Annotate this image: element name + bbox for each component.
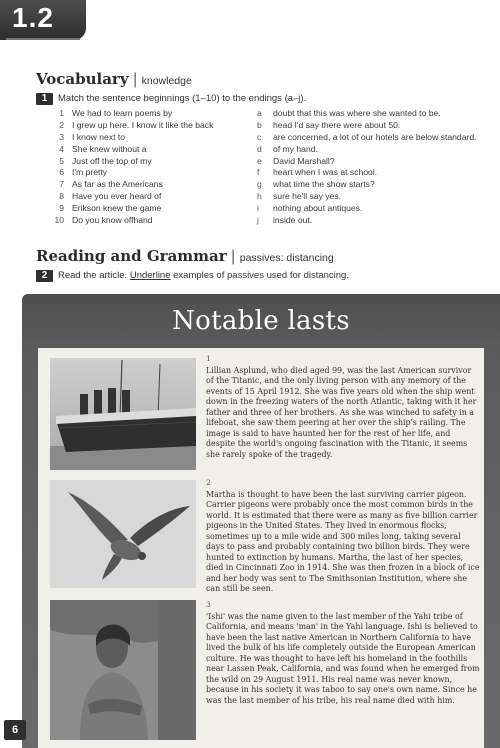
vocabulary-subtitle: knowledge	[141, 75, 192, 87]
beginning-key: 10	[54, 215, 64, 226]
article-item-text: 'Ishi' was the name given to the last member of the Yahi tribe of California, and means 'man' in the Yahi language. Ishi is believed to have been the last native American in Northern California to have lived the bulk of his life completely outside the European American culture. He was thought to have left his homeland in the foothills near Lassen Peak, California, and was found when he emerged from the wild on 29 August 1911. His real name was never known, because in his society it was taboo to say one's own name. Since he was the last member of his tribe, his real name died with him.	[206, 611, 480, 705]
exercise-1-number: 1	[36, 93, 53, 105]
reading-title: Reading and Grammar	[36, 247, 227, 265]
beginning-item	[52, 132, 252, 144]
ishi-photo	[50, 600, 196, 740]
beginning-key: 4	[59, 143, 64, 154]
ending-key: h	[257, 191, 262, 202]
ending-key: g	[257, 179, 262, 190]
ending-key: e	[257, 155, 262, 166]
beginning-text: I'm pretty	[72, 167, 108, 178]
ending-text: sure he'll say yes.	[273, 191, 342, 202]
beginning-item	[52, 108, 252, 120]
article-item-3	[206, 600, 480, 706]
reading-subtitle: passives: distancing	[239, 252, 334, 264]
beginning-text: We had to learn poems by	[72, 108, 173, 118]
ending-item	[257, 144, 487, 156]
pigeon-photo	[50, 480, 196, 588]
instruction-text-end: examples of passives used for distancing.	[170, 270, 349, 281]
reading-heading	[36, 247, 334, 265]
article-item-number: 2	[206, 478, 211, 487]
beginning-item	[52, 120, 252, 132]
exercise-1-instruction: Match the sentence beginnings (1–10) to the endings (a–j).	[58, 93, 307, 104]
beginning-item	[52, 203, 252, 215]
article-item-number: 3	[206, 600, 211, 609]
beginning-item	[52, 144, 252, 156]
ending-text: inside out.	[273, 215, 313, 226]
beginning-text: Just off the top of my	[72, 155, 152, 166]
article-title: Notable lasts	[172, 306, 350, 336]
heading-divider: |	[132, 70, 138, 88]
beginning-key: 9	[59, 203, 64, 214]
beginning-key: 6	[59, 167, 64, 178]
beginning-text: She knew without a	[72, 143, 147, 154]
ending-item	[257, 156, 487, 168]
beginning-text: Do you know offhand	[72, 215, 153, 226]
ending-item	[257, 203, 487, 215]
article-item-number: 1	[206, 354, 211, 363]
article-panel	[22, 294, 500, 748]
beginning-key: 8	[59, 191, 64, 202]
article-item-text: Lillian Asplund, who died aged 99, was the last American survivor of the Titanic, and the only living person with any memory of the events of 15 April 1912. She was five years old when the ship went down in the freezing waters of the north Atlantic, taking with it her father and three of her brothers. As she was winched to safety in a lifeboat, she saw them peering at her over the ship's railing. The image is said to have haunted her for the rest of her life, and despite the world's ongoing fascination with the Titanic, it seems she rarely spoke of the tragedy.	[206, 365, 477, 459]
ending-key: a	[257, 108, 262, 118]
beginning-item	[52, 167, 252, 179]
article-item-text: Martha is thought to have been the last surviving carrier pigeon. Carrier pigeons were probably once the most common birds in the world. It is estimated that there were as many as five billion carrier pigeons in the United States. They lived in enormous flocks, sometimes up to a mile wide and 300 miles long, taking several days to pass and probably containing two billion birds. They were hunted to extinction by humans. Martha, the last of her species, died in Cincinnati Zoo in 1914. She was then frozen in a block of ice and her body was sent to The Smithsonian Institution, where she can still be seen.	[206, 489, 480, 593]
sentence-beginnings-list	[52, 108, 252, 227]
beginning-key: 1	[59, 108, 64, 118]
beginning-item	[52, 191, 252, 203]
beginning-item	[52, 156, 252, 168]
beginning-text: Erikson knew the game	[72, 203, 162, 214]
ending-item	[257, 191, 487, 203]
ending-item	[257, 167, 487, 179]
vocabulary-heading	[36, 70, 192, 88]
ending-key: f	[257, 167, 260, 178]
unit-number: 1.2	[12, 2, 54, 33]
page-number: 6	[4, 720, 26, 740]
ending-item	[257, 120, 487, 132]
ending-text: head I'd say there were about 50.	[273, 119, 401, 130]
ending-item	[257, 215, 487, 227]
ending-text: David Marshall?	[273, 155, 335, 166]
ending-text: of my hand.	[273, 143, 318, 154]
ending-text: are concerned, a lot of our hotels are below standard.	[273, 131, 477, 142]
beginning-key: 3	[59, 131, 64, 142]
vocabulary-title: Vocabulary	[36, 70, 129, 88]
article-item-2	[206, 478, 480, 595]
ending-key: b	[257, 119, 262, 130]
beginning-text: I grew up here. I know it like the back	[72, 119, 214, 130]
instruction-underline-word: Underline	[129, 270, 171, 281]
ending-text: nothing about antiques.	[273, 203, 363, 214]
beginning-text: Have you ever heard of	[72, 191, 162, 202]
heading-divider: |	[230, 247, 236, 265]
beginning-item	[52, 179, 252, 191]
exercise-2-instruction	[58, 270, 349, 281]
beginning-key: 2	[59, 119, 64, 130]
ending-key: i	[257, 203, 259, 214]
exercise-2-number: 2	[36, 270, 53, 282]
beginning-text: As far as the Americans	[72, 179, 163, 190]
beginning-key: 5	[59, 155, 64, 166]
ending-key: c	[257, 131, 262, 142]
ending-item	[257, 179, 487, 191]
beginning-text: I know next to	[72, 131, 126, 142]
article-item-1	[206, 354, 480, 460]
ending-text: heart when I was at school.	[273, 167, 378, 178]
sentence-endings-list	[257, 108, 487, 227]
ending-text: doubt that this was where she wanted to be.	[273, 108, 441, 118]
ending-text: what time the show starts?	[273, 179, 375, 190]
beginning-key: 7	[59, 179, 64, 190]
ending-item	[257, 108, 487, 120]
ending-item	[257, 132, 487, 144]
instruction-text: Read the article.	[58, 270, 130, 281]
beginning-item	[52, 215, 252, 227]
ending-key: j	[257, 215, 259, 226]
ending-key: d	[257, 143, 262, 154]
unit-number-tab	[0, 0, 86, 40]
article-paper	[38, 348, 484, 748]
titanic-photo	[50, 358, 196, 470]
